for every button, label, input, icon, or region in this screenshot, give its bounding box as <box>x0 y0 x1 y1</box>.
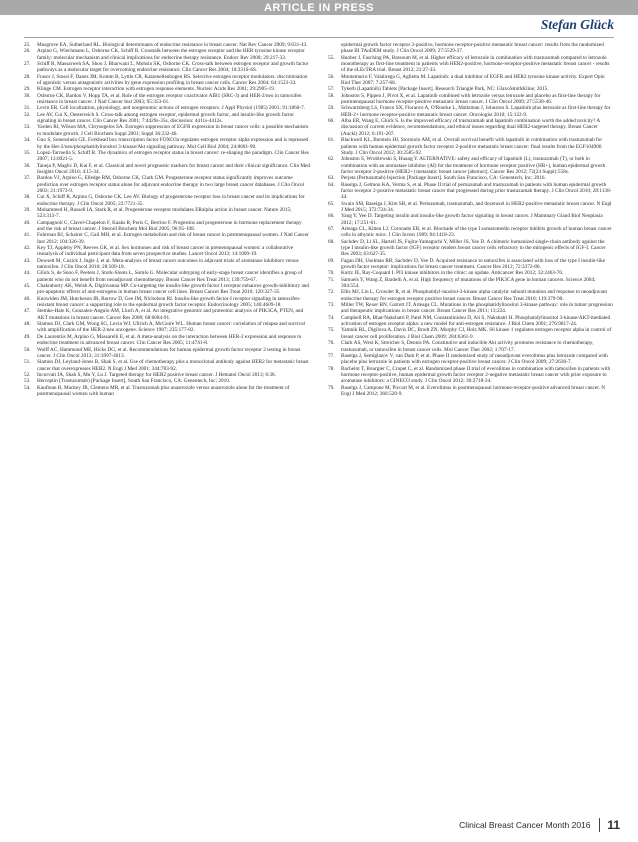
reference-text: Campbell RA, Bhat-Nakshatri P, Patel NM, Constantinidou D, Ali S, Nakshatri H. Phosphatidylinositol 3-kinase/AKT-mediated activation of estrogen receptor alpha: a new model for anti-estrogen resistance. J Biol Chem 2001; 276:9817-24. <box>341 314 611 328</box>
reference-number: 69. <box>328 257 335 264</box>
reference-item <box>328 258 614 271</box>
reference-item <box>24 321 310 334</box>
reference-text: Alba ER, Wang E, Glück S. Is the improved efficacy of trastuzumab and lapatinib combination worth the added toxicity? A discussion of current evidence, recommendations, and ethical issues regarding dual HER2-targeted therapy. Breast Cancer (Auckl) 2012; 6:191-207. <box>341 118 600 137</box>
references-right-column <box>328 42 614 794</box>
reference-item <box>24 207 310 220</box>
reference-item <box>328 42 614 55</box>
reference-item <box>328 105 614 118</box>
page-number: 11 <box>607 818 620 832</box>
reference-number: 73. <box>328 302 335 309</box>
reference-text: Lopez-Tarruella S, Schiff R. The dynamics of estrogen receptor status in breast cancer: re-shaping the paradigm. Clin Cancer Res 2007; 13:6921-5. <box>37 149 309 163</box>
reference-item <box>328 213 614 226</box>
reference-text: Montemurro F, Valabrega G, Aglietta M. Lapatinib: a dual inhibitor of EGFR and HER2 tyrosine kinase activity. Expert Opin Biol Ther 2007; 7:257-68. <box>341 73 605 87</box>
reference-text: Yamnik RL, Digilova A, Davis DC, Brodt ZN, Murphy CJ, Holz MK. S6 kinase 1 regulates estrogen receptor alpha in control of breast cancer cell proliferation. J Biol Chem 2009; 284:6361-9. <box>341 327 612 340</box>
page-footer <box>459 818 620 832</box>
reference-item <box>328 340 614 353</box>
reference-text: Campagnoli C, Clavel-Chapelon F, Kaaks R, Peris C, Berrino F. Progestins and progesterone in hormone replacement therapy and the risk of breast cancer. J Steroid Biochem Mol Biol 2005; 96:95-108. <box>37 219 302 232</box>
reference-number: 66. <box>328 213 335 220</box>
reference-item <box>328 182 614 201</box>
reference-text: Levin ER. Cell localization, physiology, and nongenomic actions of estrogen receptors. J Appl Physiol (1985) 2001; 91:1860-7. <box>37 105 306 112</box>
reference-text: Bachelot T, Bourgier C, Cropet C, et al. Randomized phase II trial of everolimus in combination with tamoxifen in patients with hormone receptor-positive, human epidermal growth factor receptor 2-negative metastatic breast cancer with prior exposure to aromatase inhibitors: a GINECO study. J Clin Oncol 2012; 30:2718-24. <box>341 365 611 385</box>
reference-item <box>328 366 614 385</box>
reference-item <box>24 74 310 87</box>
reference-number: 44. <box>24 270 31 277</box>
reference-number: 64. <box>328 181 335 188</box>
reference-number: 55. <box>328 54 335 61</box>
reference-number <box>328 42 341 55</box>
reference-number: 51. <box>24 359 31 366</box>
reference-item <box>328 315 614 328</box>
reference-number: 35. <box>24 149 31 156</box>
reference-text: Huober J, Fasching PA, Barsoum M, et al. Higher efficacy of letrozole in combination with trastuzumab compared to letrozole monotherapy as first-line treatment in patients with HER2-positive, hormone-receptor-positive metastatic breast cancer - results of the eLEcTRA trial. Breast 2012; 21:27-33. <box>341 54 610 74</box>
reference-text: Osborne CK, Bardou V, Hopp TA, et al. Role of the estrogen receptor coactivator AIB1 (SRC-3) and HER-2/neu in tamoxifen resistance in breast cancer. J Natl Cancer Inst 2003; 95:353-61. <box>37 92 302 106</box>
footer-divider <box>599 818 600 832</box>
reference-number: 58. <box>328 92 335 99</box>
reference-text: Perjeta (Pertuzumab) Injection [Package Insert]. South San Francisco, CA: Genentech, Inc; 2016. <box>341 175 546 182</box>
reference-item <box>24 283 310 296</box>
reference-item <box>328 277 614 290</box>
reference-item <box>328 289 614 302</box>
reference-text: Yarden RI, Wilson MA, Chrysogelos SA. Estrogen suppression of EGFR expression in breast cancer cells: a possible mechanism to modulate growth. J Cell Biochem Suppl 2001; Suppl 36:232-46. <box>37 124 309 137</box>
reference-item <box>24 232 310 245</box>
reference-text: epidermal growth factor receptor 2-positive, hormone receptor-positive metastatic breast cancer: results from the randomized phase III TAnDEM study. J Clin Oncol 2009; 27:5529-37. <box>341 42 604 55</box>
reference-text: Ellis MJ, Lin L, Crowder R, et al. Phosphatidyl-inositol-3-kinase alpha catalytic subunit mutation and response to neoadjuvant endocrine therapy for estrogen receptor positive breast cancer. Breast Cancer Res Treat 2010; 119:379-90. <box>341 289 607 302</box>
reference-text: Lee AV, Cui X, Oesterreich S. Cross-talk among estrogen receptor, epidermal growth factor, and insulin-like growth factor signaling in breast cancer. Clin Cancer Res 2001; 7:4429s-35s, discussion: 4411s-4412s. <box>37 111 295 125</box>
reference-item <box>24 194 310 207</box>
reference-item <box>328 327 614 340</box>
reference-text: Guo S, Sonenshein GE. Forkhead box transcription factor FOXO3a regulates estrogen receptor alpha expression and is repressed by the Her-2/neu/phosphatidylinositol 3-kinase/Akt signaling pathway. Mol Cell Biol 2004; 24:8681-90. <box>37 137 309 150</box>
reference-number: 50. <box>24 346 31 353</box>
reference-number: 72. <box>328 289 335 296</box>
reference-number: 60. <box>328 118 335 125</box>
reference-item <box>328 353 614 366</box>
reference-item <box>328 385 614 398</box>
reference-number: 56. <box>328 73 335 80</box>
reference-number: 39. <box>24 206 31 213</box>
reference-number: 59. <box>328 105 335 112</box>
reference-number: 62. <box>328 156 335 163</box>
reference-text: Incorvati JA, Shah S, Mu Y, Lu J. Targeted therapy for HER2 positive breast cancer. J Hematol Oncol 2013; 6:38. <box>37 371 276 378</box>
reference-item <box>328 239 614 258</box>
reference-number: 70. <box>328 270 335 277</box>
reference-text: Johnston S, Pippen J, Pivot X, et al. Lapatinib combined with letrozole versus letrozole and placebo as first-line therapy for postmenopausal hormone receptor-positive metastatic breast cancer. J Clin Oncol 2009; 27:5538-46. <box>341 92 601 106</box>
reference-text: Blackwell KL, Burstein HJ, Storniolo AM, et al. Overall survival benefit with lapatinib in combination with trastuzumab for patients with human epidermal growth factor receptor 2-positive metastatic breast cancer: final results from the EGF104900 Study. J Clin Oncol 2012; 30:2585-92. <box>341 137 603 156</box>
reference-text: Arpino G, Wiechmann L, Osborne CK, Schiff R. Crosstalk between the estrogen receptor and the HER tyrosine kinase receptor family: molecular mechanism and clinical implications for endocrine therapy resistance. Endocr Rev 2008; 29:217-33. <box>37 48 305 61</box>
reference-text: Clark AS, West K, Streicher S, Dennis PA. Constitutive and inducible Akt activity promotes resistance to chemotherapy, trastuzumab, or tamoxifen in breast cancer cells. Mol Cancer Ther 2002; 1:707-17. <box>341 340 594 353</box>
reference-text: Sachdev D, Li SL, Hartell JS, Fujita-Yamaguchi Y, Miller JS, Yee D. A chimeric humanized single-chain antibody against the type I insulin-like growth factor (IGF) receptor renders breast cancer cells refractory to the mitogenic effects of IGF-I. Cancer Res 2003; 63:627-35. <box>341 238 606 258</box>
reference-text: Baselga J, Campone M, Piccart M, et al. Everolimus in postmenopausal hormone-receptor-positive advanced breast cancer. N Engl J Med 2012; 366:520-9. <box>341 384 606 397</box>
reference-number: 30. <box>24 92 31 99</box>
reference-text: Fagan DH, Uselman RR, Sachdev D, Yee D. Acquired resistance to tamoxifen is associated with loss of the type I insulin-like growth factor receptor: implications for breast cancer treatment. Cancer Res 2012; 72:3372-80. <box>341 257 606 271</box>
reference-number: 27. <box>24 61 31 68</box>
reference-number: 76. <box>328 340 335 347</box>
reference-text: Arteaga CL, Kitten LJ, Coronado EB, et al. Blockade of the type I somatomedin receptor inhibits growth of human breast cancer cells in athymic mice. J Clin Invest 1989; 84:1418-23. <box>341 225 612 239</box>
reference-item <box>328 302 614 315</box>
reference-text: Swain SM, Baselga J, Kim SB, et al. Pertuzumab, trastuzumab, and docetaxel in HER2-positive metastatic breast cancer. N Engl J Med 2015; 372:724-34. <box>341 200 612 213</box>
reference-number: 41. <box>24 232 31 239</box>
reference-item <box>24 150 310 163</box>
reference-text: Slamon DJ, Leyland-Jones B, Shak S, et al. Use of chemotherapy plus a monoclonal antibody against HER2 for metastatic breast cancer that overexpresses HER2. N Engl J Med 2001; 344:783-92. <box>37 359 309 372</box>
reference-number: 34. <box>24 137 31 144</box>
reference-number: 67. <box>328 225 335 232</box>
article-in-press-banner <box>0 0 638 15</box>
reference-text: Bardou VJ, Arpino G, Elledge RM, Osborne CK, Clark GM. Progesterone receptor status significantly improves outcome prediction over estrogen receptor status alone for adjuvant endocrine therapy in two large breast cancer databases. J Clin Oncol 2003; 21:1973-9. <box>37 175 305 194</box>
reference-text: Kurtz JE, Ray-Coquard I. PI3 kinase inhibitors in the clinic: an update. Anticancer Res 2012; 32:2463-70. <box>341 270 564 277</box>
reference-number: 32. <box>24 111 31 118</box>
author-name: Stefan Glück <box>540 17 614 32</box>
reference-item <box>24 347 310 360</box>
references-section <box>24 42 614 794</box>
reference-item <box>24 258 310 271</box>
reference-item <box>328 118 614 137</box>
reference-item <box>24 385 310 398</box>
reference-number: 40. <box>24 219 31 226</box>
reference-text: De Laurentiis M, Arpino G, Massarelli E, et al. A meta-analysis on the interaction between HER-2 expression and response to endocrine treatment in advanced breast cancer. Clin Cancer Res 2005; 11:4741-8. <box>37 333 302 347</box>
reference-text: Tykerb (Lapatinib) Tablets [Package Insert]. Research Triangle Park, NC: GlaxoSmithKline; 2015. <box>341 86 549 93</box>
reference-item <box>328 137 614 156</box>
reference-item <box>24 296 310 309</box>
reference-number: 57. <box>328 86 335 93</box>
reference-text: Slamon DJ, Clark GM, Wong SG, Levin WJ, Ullrich A, McGuire WL. Human breast cancer: correlation of relapse and survival with amplification of the HER-2/neu oncogene. Science 1987; 235:177-82. <box>37 321 305 334</box>
reference-number: 45. <box>24 283 31 290</box>
reference-number: 74. <box>328 314 335 321</box>
reference-number: 53. <box>24 378 31 385</box>
reference-text: Schwartzberg LS, Franco SX, Florance A, O'Rourke L, Maltzman J, Johnston S. Lapatinib plus letrozole as first-line therapy for HER-2+ hormone receptor-positive metastatic breast cancer. Oncologist 2010; 15:122-9. <box>341 105 611 118</box>
reference-item <box>24 163 310 176</box>
reference-item <box>24 124 310 137</box>
reference-number: 42. <box>24 245 31 251</box>
reference-number: 61. <box>328 137 335 144</box>
reference-number: 77. <box>328 352 335 359</box>
reference-number: 63. <box>328 175 335 182</box>
reference-text: Johnston S, Wroblewski S, Huang Y. ALTERNATIVE: safety and efficacy of lapatinib (L), trastuzumab (T), or both in combination with an aromatase inhibitor (AI) for the treatment of hormone receptor positive (HR+), human epidermal growth factor receptor 2-positive (HER2+) metastatic breast cancer [abstract]. Cancer Res 2012; 72(24 Suppl):558s. <box>341 156 606 175</box>
reference-item <box>328 156 614 175</box>
reference-text: Klinge CM. Estrogen receptor interaction with estrogen response elements. Nucleic Acids Res 2001; 29:2905-19. <box>37 86 276 93</box>
reference-item <box>24 112 310 125</box>
reference-text: Glück S, de Snoo F, Peeters J, Stork-Sloots L, Somlo G. Molecular subtyping of early-stage breast cancer identifies a group of patients who do not benefit from neoadjuvant chemotherapy. Breast Cancer Res Treat 2013; 139:759-67. <box>37 270 303 283</box>
reference-item <box>328 74 614 87</box>
reference-text: Frasor J, Stossi F, Danes JM, Komm B, Lyttle CR, Katzenellenbogen BS. Selective estrogen receptor modulators: discrimination of agonistic versus antagonistic activities by gene expression profiling in breast cancer cells. Cancer Res 2004; 64:1522-33. <box>37 73 308 87</box>
reference-number: 78. <box>328 365 335 372</box>
reference-number: 31. <box>24 105 31 112</box>
reference-number: 48. <box>24 321 31 328</box>
reference-number: 43. <box>24 257 31 264</box>
reference-item <box>24 93 310 106</box>
reference-number: 38. <box>24 194 31 201</box>
reference-item <box>328 201 614 214</box>
header-divider <box>24 37 614 38</box>
reference-item <box>328 55 614 74</box>
reference-item <box>24 48 310 61</box>
reference-number: 26. <box>24 48 31 55</box>
reference-number: 33. <box>24 124 31 131</box>
reference-number: 29. <box>24 86 31 93</box>
reference-text: Chakraborty AK, Welsh A, Digiovanna MP. Co-targeting the insulin-like growth factor I receptor enhances growth-inhibitory and pro-apoptotic effects of anti-estrogens in human breast cancer cell lines. Breast Cancer Res Treat 2010; 120:327-35. <box>37 283 310 296</box>
reference-item <box>24 270 310 283</box>
reference-item <box>24 137 310 150</box>
reference-item <box>24 220 310 233</box>
reference-text: Knowlden JM, Hutcheson IR, Barrow D, Gee JM, Nicholson RI. Insulin-like growth factor-I receptor signaling in tamoxifen-resistant breast cancer: a supporting role to the epidermal growth factor receptor. Endocrinology 2005; 146:4609-18. <box>37 295 301 309</box>
reference-text: Samuels Y, Wang Z, Bardelli A, et al. High frequency of mutations of the PIK3CA gene in human cancers. Science 2004; 304:554. <box>341 276 596 290</box>
reference-text: Fuhrman BJ, Schairer C, Gail MH, et al. Estrogen metabolism and risk of breast cancer in postmenopausal women. J Natl Cancer Inst 2012; 104:326-39. <box>37 232 309 245</box>
reference-text: Kaufman B, Mackey JR, Clemens MR, et al. Trastuzumab plus anastrozole versus anastrozole alone for the treatment of postmenopausal women with human <box>37 384 290 397</box>
reference-text: Schiff R, Massarweh SA, Shou J, Bharwani L, Mohsin SK, Osborne CK. Cross-talk between estrogen receptor and growth factor pathways as a molecular target for overcoming endocrine resistance. Clin Cancer Res 2004; 10:331S-6S. <box>37 61 309 74</box>
reference-text: Baselga J, Gelmon KA, Verma S, et al. Phase II trial of pertuzumab and trastuzumab in patients with human epidermal growth factor receptor 2-positive metastatic breast cancer that progressed during prior trastuzumab therapy. J Clin Oncol 2010; 28:1138-44. <box>341 181 612 201</box>
reference-text: Key TJ, Appleby PN, Reeves GK, et al. Sex hormones and risk of breast cancer in premenopausal women: a collaborative reanalysis of individual participant data from seven prospective studies. Lancet Oncol 2013; 14:1009-19. <box>37 245 294 258</box>
reference-item <box>24 308 310 321</box>
reference-item <box>24 334 310 347</box>
reference-number: 75. <box>328 327 335 334</box>
reference-number: 79. <box>328 384 335 391</box>
reference-text: Cui X, Schiff R, Arpino G, Osborne CK, Lee AV. Biology of progesterone receptor loss in breast cancer and its implications for endocrine therapy. J Clin Oncol 2005; 23:7721-35. <box>37 194 305 207</box>
reference-number: 49. <box>24 333 31 340</box>
reference-text: Musgrove EA, Sutherland RL. Biological determinants of endocrine resistance in breast cancer. Nat Rev Cancer 2009; 9:631-43. <box>37 42 308 48</box>
reference-number: 68. <box>328 238 335 245</box>
journal-name: Clinical Breast Cancer Month 2016 <box>459 820 591 830</box>
reference-number: 37. <box>24 175 31 182</box>
banner-text: ARTICLE IN PRESS <box>263 1 375 14</box>
reference-number: 25. <box>24 42 31 48</box>
references-left-column <box>24 42 310 794</box>
reference-number: 54. <box>24 384 31 391</box>
reference-number: 71. <box>328 276 335 283</box>
reference-text: Taneja P, Maglic D, Kai F, et al. Classical and novel prognostic markers for breast cancer and their clinical significance. Clin Med Insights Oncol 2010; 4:15-34. <box>37 162 310 175</box>
reference-item <box>328 226 614 239</box>
reference-number: 47. <box>24 308 31 315</box>
reference-text: Stemke-Hale K, Gonzalez-Angulo AM, Lluch A, et al. An integrative genomic and proteomic analysis of PIK3CA, PTEN, and AKT mutations in breast cancer. Cancer Res 2008; 68:6084-91. <box>37 308 304 321</box>
reference-text: Wolff AC, Hammond ME, Hicks DG, et al. Recommendations for human epidermal growth factor receptor 2 testing in breast cancer. J Clin Oncol 2013; 31:3997-4013. <box>37 346 301 359</box>
reference-number: 52. <box>24 371 31 378</box>
reference-number: 28. <box>24 73 31 80</box>
reference-item <box>24 359 310 372</box>
reference-text: Baselga J, Semiglazov V, van Dam P, et al. Phase II randomized study of neoadjuvant everolimus plus letrozole compared with placebo plus letrozole in patients with estrogen receptor-positive breast cancer. J Clin Oncol 2009; 27:2630-7. <box>341 352 608 366</box>
reference-number: 65. <box>328 200 335 207</box>
reference-text: Mohammed H, Russell IA, Stark R, et al. Progesterone receptor modulates ERalpha action in breast cancer. Nature 2015; 523:313-7. <box>37 206 292 220</box>
reference-item <box>24 175 310 194</box>
reference-number: 36. <box>24 162 31 169</box>
reference-item <box>24 245 310 258</box>
reference-item <box>328 93 614 106</box>
reference-text: Herceptin (Trastuzumab) [Package Insert]. South San Francisco, CA: Genentech, Inc; 2010. <box>37 378 231 385</box>
reference-item <box>24 61 310 74</box>
reference-text: Miller TW, Rexer BN, Garrett JT, Arteaga CL. Mutations in the phosphatidylinositol 3-kinase pathway: role in tumor progression and therapeutic implications in breast cancer. Breast Cancer Res 2011; 13:224. <box>341 302 613 315</box>
reference-text: Dowsett M, Cuzick J, Ingle J, et al. Meta-analysis of breast cancer outcomes in adjuvant trials of aromatase inhibitors versus tamoxifen. J Clin Oncol 2010; 28:509-18. <box>37 257 299 271</box>
reference-number: 46. <box>24 295 31 302</box>
reference-text: Yang Y, Yee D. Targeting insulin and insulin-like growth factor signaling in breast cancer. J Mammary Gland Biol Neoplasia 2012; 17:251-61. <box>341 213 603 226</box>
